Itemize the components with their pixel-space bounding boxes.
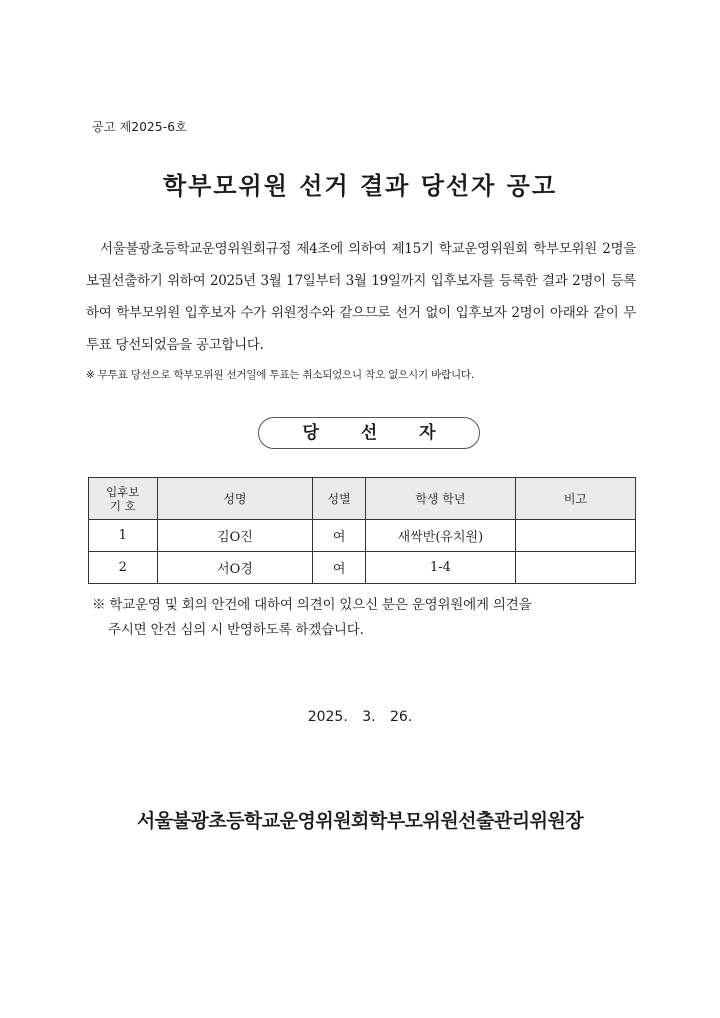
header-gender: 성별 (313, 478, 366, 520)
cell-student-grade: 1-4 (365, 552, 515, 584)
footnote-line-1: ※ 학교운영 및 회의 안건에 대하여 의견이 있으신 분은 운영위원에게 의견을 (92, 597, 532, 613)
header-remarks: 비고 (515, 478, 635, 520)
cell-gender: 여 (313, 520, 366, 552)
footnote-line-2: 주시면 안건 심의 시 반영하도록 하겠습니다. (108, 622, 364, 638)
document-title: 학부모위원 선거 결과 당선자 공고 (163, 172, 557, 200)
cell-remarks (515, 552, 635, 584)
table-row (89, 520, 636, 552)
header-candidate-number-line1: 입후보 (106, 484, 140, 499)
notice-number: 공고 제2025-6호 (92, 120, 187, 134)
cell-student-grade: 새싹반(유치원) (365, 520, 515, 552)
cell-gender: 여 (313, 552, 366, 584)
header-name: 성명 (157, 478, 313, 520)
header-candidate-number-line2: 기 호 (109, 498, 136, 513)
feedback-footnote (92, 593, 632, 643)
table-row (89, 552, 636, 584)
winners-table (88, 477, 636, 584)
header-student-grade: 학생 학년 (365, 478, 515, 520)
issuer-signature: 서울불광초등학교운영위원회학부모위원선출관리위원장 (136, 810, 584, 832)
cancellation-note: ※ 무투표 당선으로 학부모위원 선거일에 투표는 취소되었으니 착오 없으시기 바랍니다. (86, 369, 474, 381)
cell-candidate-number: 1 (89, 520, 158, 552)
cell-remarks (515, 520, 635, 552)
cell-candidate-number: 2 (89, 552, 158, 584)
table-header-row (89, 478, 636, 520)
cell-name: 서O경 (157, 552, 313, 584)
body-paragraph: 서울불광초등학교운영위원회규정 제4조에 의하여 제15기 학교운영위원회 학부모위원 2명을 보궐선출하기 위하여 2025년 3월 17일부터 3월 19일까지 입후보자를 등록한 결과 2명이 등록하여 학부모위원 입후보자 수가 위원정수와 같으므로 선거 없이 입후보자 2명이 아래와 같이 무투표 당선되었음을 공고합니다. (86, 241, 636, 353)
notice-date: 2025. 3. 26. (307, 709, 413, 725)
header-candidate-number (89, 478, 158, 520)
cell-name: 김O진 (157, 520, 313, 552)
winners-heading-box: 당 선 자 (258, 417, 480, 449)
